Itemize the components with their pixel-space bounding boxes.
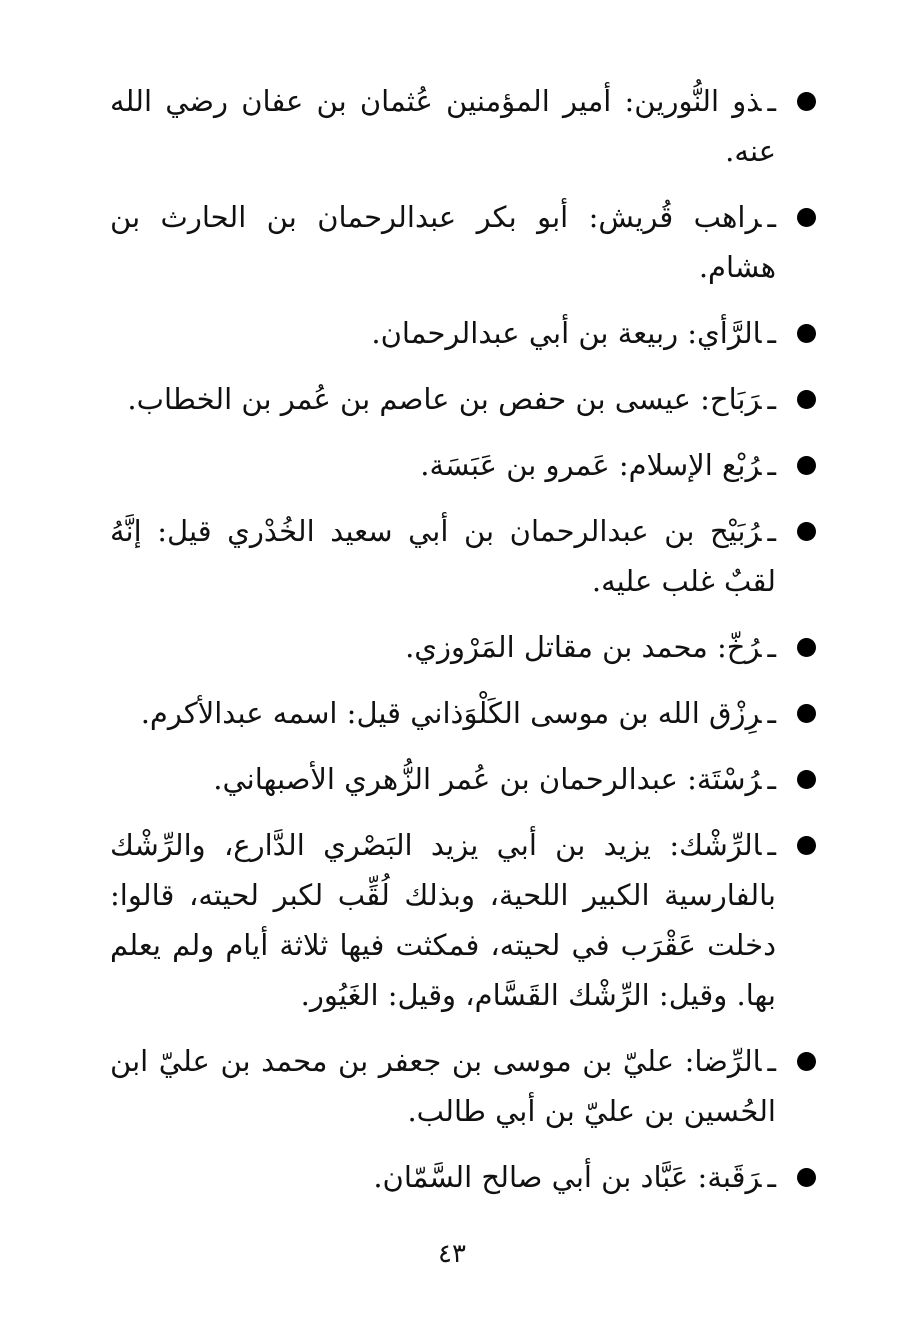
entry-text: ذو النُّورين: أمير المؤمنين عُثمان بن عفان رضي الله عنه. [110, 84, 776, 168]
bullet-icon [797, 704, 816, 723]
bullet-icon [797, 456, 816, 475]
entry-dash: ـ [767, 696, 776, 730]
entry-text: الرِّشْك: يزيد بن أبي يزيد البَصْري الدَّارع، والرِّشْك بالفارسية الكبير اللحية، وبذلك لُقِّب لكبر لحيته، قالوا: دخلت عَقْرَب في لحيته، فمكثت فيها ثلاثة أيام ولم يعلم بها. وقيل: الرِّشْك القَسَّام، وقيل: الغَيُور. [110, 828, 776, 1012]
bullet-icon [797, 638, 816, 657]
list-item [110, 754, 816, 804]
list-item [110, 820, 816, 1020]
entry-dash: ـ [767, 630, 776, 664]
list-item [110, 192, 816, 292]
list-item [110, 688, 816, 738]
entry-dash: ـ [767, 84, 776, 118]
entry-dash: ـ [767, 316, 776, 350]
bullet-icon [797, 92, 816, 111]
entry-dash: ـ [767, 1160, 776, 1194]
list-item [110, 622, 816, 672]
entry-dash: ـ [767, 514, 776, 548]
bullet-icon [797, 390, 816, 409]
entry-dash: ـ [767, 762, 776, 796]
bullet-icon [797, 522, 816, 541]
entry-dash: ـ [767, 448, 776, 482]
entry-text: رَقَبة: عَبَّاد بن أبي صالح السَّمّان. [373, 1160, 762, 1194]
list-item [110, 76, 816, 176]
entry-text: الرَّأي: ربيعة بن أبي عبدالرحمان. [371, 316, 762, 350]
bullet-icon [797, 1168, 816, 1187]
entry-text: رُخّ: محمد بن مقاتل المَرْوزي. [405, 630, 762, 664]
bullet-icon [797, 836, 816, 855]
list-item [110, 374, 816, 424]
entry-text: راهب قُريش: أبو بكر عبدالرحمان بن الحارث بن هشام. [110, 200, 776, 284]
bullet-icon [797, 324, 816, 343]
list-item [110, 308, 816, 358]
entry-text: الرِّضا: عليّ بن موسى بن جعفر بن محمد بن عليّ ابن الحُسين بن عليّ بن أبي طالب. [110, 1044, 776, 1128]
list-item [110, 1152, 816, 1202]
bullet-icon [797, 1052, 816, 1071]
entry-text: رُبَيْح بن عبدالرحمان بن أبي سعيد الخُدْري قيل: إنَّهُ لقبٌ غلب عليه. [110, 514, 776, 598]
entry-dash: ـ [767, 382, 776, 416]
entry-text: رُسْتَة: عبدالرحمان بن عُمر الزُّهري الأصبهاني. [213, 762, 762, 796]
entry-dash: ـ [767, 828, 776, 862]
list-item [110, 1036, 816, 1136]
entry-dash: ـ [767, 1044, 776, 1078]
entry-dash: ـ [767, 200, 776, 234]
entry-text: رِزْق الله بن موسى الكَلْوَذاني قيل: اسمه عبدالأكرم. [140, 696, 762, 730]
bullet-icon [797, 770, 816, 789]
entry-text: رَبَاح: عيسى بن حفص بن عاصم بن عُمر بن الخطاب. [127, 382, 762, 416]
list-item [110, 440, 816, 490]
list-item [110, 506, 816, 606]
bullet-icon [797, 208, 816, 227]
page-number: ٤٣ [438, 1239, 466, 1269]
nickname-list [110, 76, 816, 1218]
entry-text: رُبْع الإسلام: عَمرو بن عَبَسَة. [420, 448, 762, 482]
